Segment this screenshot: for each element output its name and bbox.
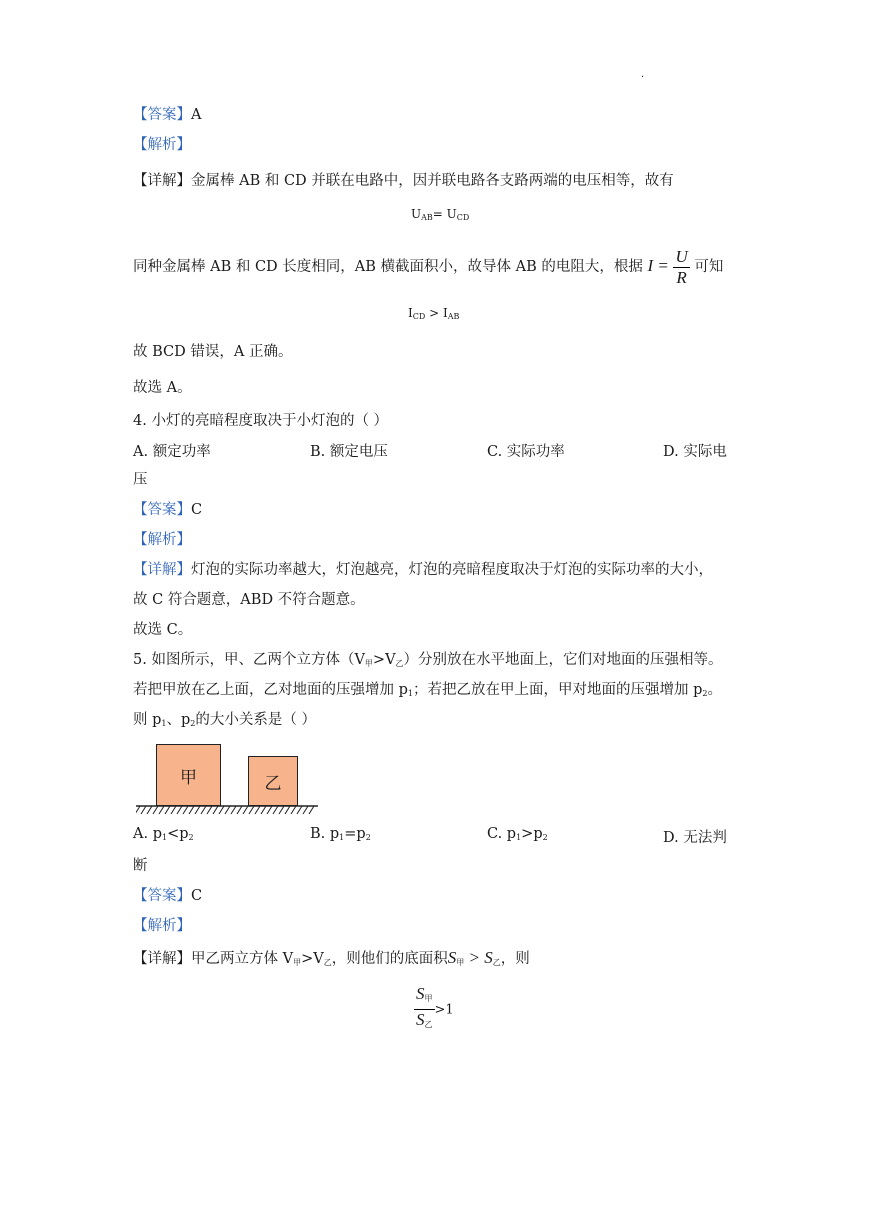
answer-line: 【答案】A — [133, 107, 202, 123]
answer-line: 【答案】C — [133, 888, 203, 904]
option-d: D. 实际电 — [663, 444, 727, 460]
cube-jia: 甲 — [156, 744, 221, 806]
detail-line: 【详解】金属棒 AB 和 CD 并联在电路中，因并联电路各支路两端的电压相等，故有 — [133, 173, 674, 189]
option-b: B. 额定电压 — [310, 444, 388, 460]
detail-line: 故 BCD 错误，A 正确。 — [133, 344, 293, 360]
option-c: C. 实际功率 — [487, 444, 565, 460]
conclusion: 故选 A。 — [133, 380, 192, 396]
option-b: B. $p_1=p_2$ — [310, 826, 371, 842]
cubes-figure — [136, 740, 320, 816]
option-c: C. $p_1>p_2$ — [487, 826, 548, 842]
equation-u: $U_{AB}= U_{CD}$ — [411, 207, 470, 222]
cube-yi: 乙 — [248, 756, 298, 806]
analysis-tag: 【解析】 — [133, 137, 191, 153]
analysis-tag: 【解析】 — [133, 918, 191, 934]
ground-hatching — [136, 804, 320, 816]
detail-line: 【详解】甲乙两立方体 $V_甲>V_乙$，则他们的底面积$S_甲 > S_乙$，则 — [133, 948, 530, 967]
analysis-tag: 【解析】 — [133, 532, 191, 548]
answer-line: 【答案】C — [133, 502, 203, 518]
detail-line: 【详解】灯泡的实际功率越大，灯泡越亮，灯泡的亮暗程度取决于灯泡的实际功率的大小， — [133, 562, 713, 578]
option-d-wrap: 断 — [133, 858, 148, 874]
question-5-stem: 若把甲放在乙上面，乙对地面的压强增加 $p_1$；若把乙放在甲上面，甲对地面的压强增加 $p_2$。 — [133, 682, 722, 698]
conclusion: 故选 C。 — [133, 622, 193, 638]
equation-i: $I_{CD} > I_{AB}$ — [408, 306, 460, 321]
page-dot: · — [641, 72, 645, 83]
option-a: A. $p_1<p_2$ — [133, 826, 194, 842]
option-a: A. 额定功率 — [133, 444, 211, 460]
ohm-fraction: $\frac{U}{R}$ — [675, 246, 688, 287]
question-5-stem: 则 $p_1$、$p_2$的大小关系是（ ） — [133, 712, 316, 728]
option-d: D. 无法判 — [663, 830, 727, 846]
question-4-stem: 4. 小灯的亮暗程度取决于小灯泡的（ ） — [133, 413, 389, 429]
detail-line-formula: 同种金属棒 AB 和 CD 长度相同，AB 横截面积小，故导体 AB 的电阻大，根据 I = $\frac{U}{R}$ 可知 — [133, 246, 724, 287]
area-ratio-fraction: $\frac{S_甲}{S_乙}$ — [416, 984, 433, 1029]
question-5-stem: 5. 如图所示，甲、乙两个立方体$(V_甲>V_乙)$分别放在水平地面上，它们对地面的压强相等。 — [133, 652, 723, 668]
ratio-equation: $\frac{S_甲}{S_乙}$ >1 — [414, 984, 454, 1035]
option-d-wrap: 压 — [133, 472, 148, 488]
detail-line: 故 C 符合题意，ABD 不符合题意。 — [133, 592, 365, 608]
